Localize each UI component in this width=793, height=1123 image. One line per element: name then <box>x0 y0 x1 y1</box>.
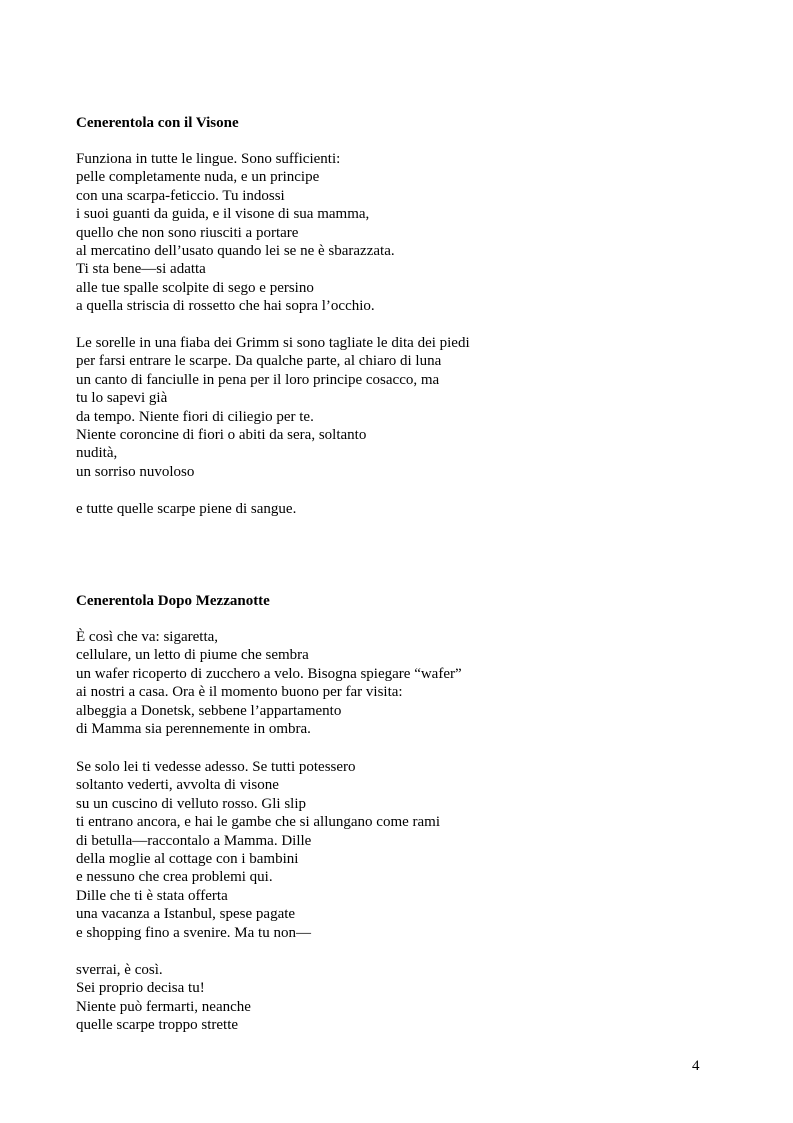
poem-line: della moglie al cottage con i bambini <box>76 851 299 868</box>
poem-line: per farsi entrare le scarpe. Da qualche parte, al chiaro di luna <box>76 353 442 370</box>
poem-line: ai nostri a casa. Ora è il momento buono per far visita: <box>76 684 403 701</box>
poem-line: albeggia a Donetsk, sebbene l’appartamento <box>76 702 342 719</box>
poem-line: e tutte quelle scarpe piene di sangue. <box>76 501 297 517</box>
poem-line: ti entrano ancora, e hai le gambe che si allungano come rami <box>76 814 441 831</box>
poem-line: tu lo sapevi già <box>76 390 168 407</box>
poem-title: Cenerentola con il Visone <box>76 115 239 131</box>
poem-line: un sorriso nuvoloso <box>76 463 195 480</box>
poem-line: e shopping fino a svenire. Ma tu non— <box>76 924 311 941</box>
poem-stanza <box>76 758 440 942</box>
poem-line: al mercatino dell’usato quando lei se ne è sbarazzata. <box>76 243 395 260</box>
poem-stanza <box>76 628 462 738</box>
poem-line: un canto di fanciulle in pena per il loro principe cosacco, ma <box>76 371 440 388</box>
poem-line: alle tue spalle scolpite di sego e persino <box>76 279 314 296</box>
poem-line: una vacanza a Istanbul, spese pagate <box>76 906 296 923</box>
poem-line: Dille che ti è stata offerta <box>76 887 228 904</box>
poem-line: i suoi guanti da guida, e il visone di sua mamma, <box>76 206 370 223</box>
poem-line: su un cuscino di velluto rosso. Gli slip <box>76 795 306 812</box>
poem-line: Ti sta bene—si adatta <box>76 261 206 278</box>
poem-line: con una scarpa-feticcio. Tu indossi <box>76 187 285 204</box>
poem-line: Sei proprio decisa tu! <box>76 980 205 997</box>
poem-stanza <box>76 500 296 518</box>
poem-line: quelle scarpe troppo strette <box>76 1017 239 1034</box>
poem-line: di Mamma sia perennemente in ombra. <box>76 721 311 738</box>
poem-line: soltanto vederti, avvolta di visone <box>76 777 279 794</box>
poem-line: cellulare, un letto di piume che sembra <box>76 647 309 664</box>
poem-line: Niente può fermarti, neanche <box>76 998 251 1015</box>
poem-line: da tempo. Niente fiori di ciliegio per te. <box>76 408 314 425</box>
page-number: 4 <box>692 1058 700 1074</box>
poem-line: nudità, <box>76 445 118 462</box>
poem-stanza <box>76 334 470 481</box>
poem-line: È così che va: sigaretta, <box>76 629 219 645</box>
poem-line: un wafer ricoperto di zucchero a velo. Bisogna spiegare “wafer” <box>76 665 462 682</box>
poem-line: Le sorelle in una fiaba dei Grimm si sono tagliate le dita dei piedi <box>76 335 470 351</box>
poem-line: sverrai, è così. <box>76 962 163 978</box>
poem-line: Niente coroncine di fiori o abiti da sera, soltanto <box>76 427 367 444</box>
poem-title: Cenerentola Dopo Mezzanotte <box>76 593 270 609</box>
poem-line: di betulla—raccontalo a Mamma. Dille <box>76 832 312 849</box>
poem-line: Se solo lei ti vedesse adesso. Se tutti potessero <box>76 759 356 775</box>
poem-line: pelle completamente nuda, e un principe <box>76 169 320 186</box>
poem-line: quello che non sono riusciti a portare <box>76 224 299 241</box>
poem-stanza <box>76 150 395 316</box>
poem-line: a quella striscia di rossetto che hai sopra l’occhio. <box>76 298 375 315</box>
poem-line: Funziona in tutte le lingue. Sono sufficienti: <box>76 151 341 167</box>
poem-stanza <box>76 961 251 1035</box>
poem-line: e nessuno che crea problemi qui. <box>76 869 273 886</box>
